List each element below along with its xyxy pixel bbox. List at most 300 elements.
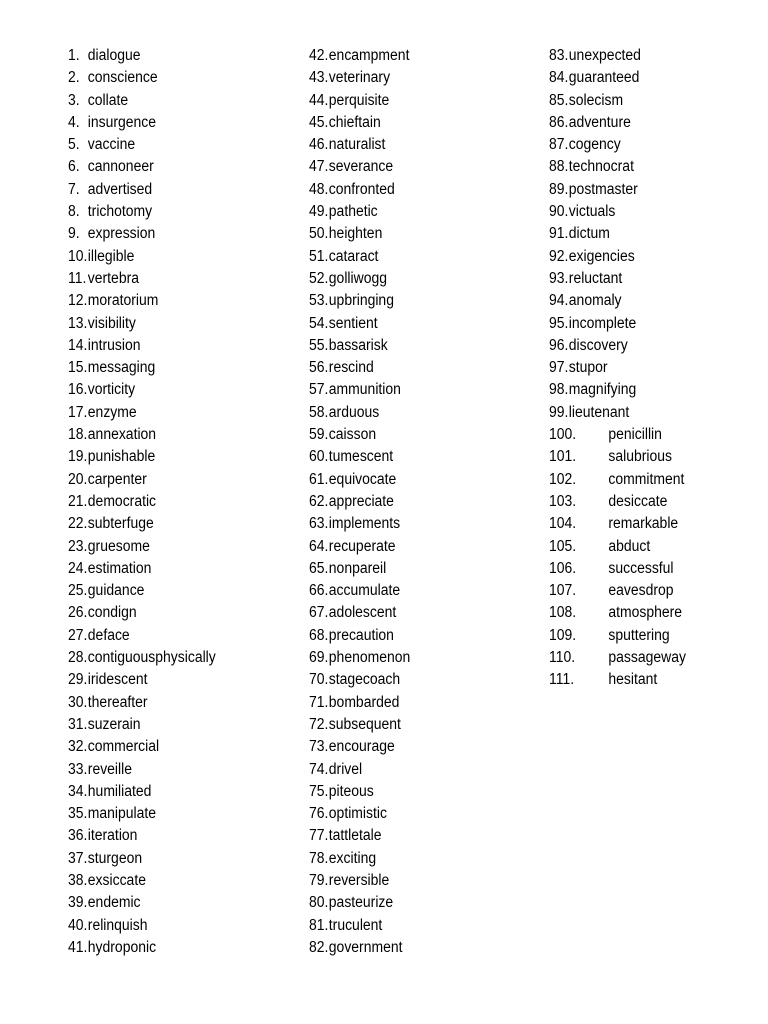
item-number: 28.: [68, 649, 88, 667]
item-word: sputtering: [608, 626, 670, 644]
word-list-item: [309, 602, 516, 624]
item-number: 77.: [309, 827, 329, 845]
item-word: penicillin: [608, 426, 662, 444]
item-word: dialogue: [87, 47, 141, 64]
word-list-item: [68, 580, 275, 602]
item-word: veterinary: [328, 69, 391, 87]
word-list-item: [68, 669, 275, 691]
item-number: 67.: [309, 604, 329, 622]
word-list-item: [68, 491, 275, 513]
item-word: confronted: [328, 180, 395, 198]
item-word: adolescent: [328, 604, 397, 622]
item-word: stagecoach: [328, 671, 401, 689]
item-word: abduct: [608, 537, 651, 555]
word-list-item: [68, 67, 275, 89]
word-list-item: [309, 892, 516, 914]
item-word: equivocate: [328, 470, 397, 488]
word-list-item: [549, 112, 738, 134]
item-number: 87.: [549, 136, 569, 154]
word-list-item: [68, 625, 275, 647]
item-number: 25.: [68, 582, 88, 600]
word-list-item: [68, 156, 275, 178]
word-list-item: [309, 558, 516, 580]
item-word: successful: [608, 559, 674, 577]
word-list-item: [549, 290, 738, 312]
item-number: 5.: [68, 136, 80, 154]
item-number: 10.: [68, 247, 88, 265]
item-number: 59.: [309, 426, 329, 444]
item-word: appreciate: [328, 492, 394, 510]
item-number: 15.: [68, 359, 88, 377]
item-word: deface: [87, 626, 130, 644]
word-list-item: [309, 446, 516, 468]
item-word: solecism: [568, 91, 624, 109]
word-list-item: [309, 179, 516, 201]
word-list-item: [309, 491, 516, 513]
item-number: 11.: [68, 269, 87, 287]
item-word: advertised: [87, 180, 153, 198]
item-word: messaging: [87, 359, 156, 377]
item-number: 49.: [309, 203, 329, 221]
word-list-item: [68, 268, 275, 290]
item-word: dictum: [568, 225, 610, 243]
word-list-item: [68, 870, 275, 892]
item-word: implements: [328, 515, 401, 533]
word-list-item: [68, 402, 275, 424]
word-list-item: [549, 90, 738, 112]
word-list-item: [68, 736, 275, 758]
item-word: subsequent: [328, 715, 401, 733]
item-word: manipulate: [87, 805, 157, 823]
word-list-item: [68, 201, 275, 223]
item-number: 84.: [549, 69, 569, 87]
word-list-item: [549, 45, 738, 67]
word-list-item: [68, 90, 275, 112]
item-word: truculent: [328, 916, 383, 934]
item-word: pathetic: [328, 203, 378, 221]
item-number: 1.: [68, 47, 80, 64]
item-word: desiccate: [608, 492, 668, 510]
item-number: 53.: [309, 292, 329, 310]
word-list-item: [68, 246, 275, 268]
item-word: tumescent: [328, 448, 394, 466]
item-number: 62.: [309, 492, 329, 510]
item-word: heighten: [328, 225, 383, 243]
word-list-item: [549, 536, 738, 558]
item-word: commercial: [87, 738, 160, 756]
item-number: 101.: [549, 448, 577, 466]
item-word: incomplete: [568, 314, 637, 332]
word-list-item: [68, 714, 275, 736]
word-list-item: [309, 201, 516, 223]
item-number: 86.: [549, 113, 569, 131]
item-word: eavesdrop: [608, 582, 674, 600]
word-list-item: [309, 112, 516, 134]
word-list-column-3: [549, 45, 759, 692]
word-list-item: [309, 134, 516, 156]
item-word: anomaly: [568, 292, 622, 310]
word-list-item: [309, 848, 516, 870]
item-number: 81.: [309, 916, 329, 934]
word-list-item: [68, 513, 275, 535]
item-word: sentient: [328, 314, 378, 332]
item-number: 91.: [549, 225, 569, 243]
item-number: 3.: [68, 91, 80, 109]
word-list-item: [309, 268, 516, 290]
item-word: tattletale: [328, 827, 382, 845]
word-list-item: [309, 290, 516, 312]
item-number: 78.: [309, 849, 329, 867]
item-word: sturgeon: [87, 849, 143, 867]
word-list-item: [309, 90, 516, 112]
item-number: 83.: [549, 47, 569, 64]
item-number: 43.: [309, 69, 329, 87]
item-number: 35.: [68, 805, 88, 823]
item-word: magnifying: [568, 381, 637, 399]
item-word: ammunition: [328, 381, 401, 399]
item-word: government: [328, 938, 403, 956]
item-number: 96.: [549, 336, 569, 354]
item-number: 13.: [68, 314, 88, 332]
item-number: 26.: [68, 604, 88, 622]
item-word: contiguousphysically: [87, 649, 216, 667]
item-word: technocrat: [568, 158, 634, 176]
word-list-item: [309, 424, 516, 446]
item-number: 57.: [309, 381, 329, 399]
item-number: 70.: [309, 671, 329, 689]
item-number: 74.: [309, 760, 329, 778]
item-number: 110.: [549, 649, 576, 667]
item-number: 76.: [309, 805, 329, 823]
item-word: humiliated: [87, 782, 152, 800]
item-number: 37.: [68, 849, 88, 867]
item-word: piteous: [328, 782, 374, 800]
item-word: expression: [87, 225, 156, 243]
word-list-column-1: [68, 45, 298, 959]
word-list-item: [549, 669, 738, 691]
word-list-item: [309, 870, 516, 892]
item-word: intrusion: [87, 336, 141, 354]
item-word: cogency: [568, 136, 621, 154]
item-number: 17.: [68, 403, 88, 421]
item-number: 75.: [309, 782, 329, 800]
item-number: 82.: [309, 938, 329, 956]
item-word: subterfuge: [87, 515, 154, 533]
word-list-item: [549, 201, 738, 223]
word-list-item: [549, 179, 738, 201]
item-number: 63.: [309, 515, 329, 533]
item-word: postmaster: [568, 180, 638, 198]
item-number: 103.: [549, 492, 577, 510]
item-number: 108.: [549, 604, 577, 622]
word-list-item: [549, 580, 738, 602]
item-number: 107.: [549, 582, 577, 600]
item-number: 98.: [549, 381, 569, 399]
item-word: golliwogg: [328, 269, 387, 287]
item-number: 19.: [68, 448, 88, 466]
item-number: 9.: [68, 225, 80, 243]
word-list-item: [68, 45, 275, 67]
item-number: 27.: [68, 626, 88, 644]
item-word: cataract: [328, 247, 379, 265]
item-number: 61.: [309, 470, 329, 488]
word-list-item: [309, 803, 516, 825]
word-list-item: [68, 781, 275, 803]
item-number: 38.: [68, 871, 88, 889]
item-word: suzerain: [87, 715, 141, 733]
item-word: caisson: [328, 426, 377, 444]
item-word: bassarisk: [328, 336, 388, 354]
item-number: 4.: [68, 113, 80, 131]
item-word: estimation: [87, 559, 152, 577]
item-number: 54.: [309, 314, 329, 332]
item-number: 44.: [309, 91, 329, 109]
item-number: 56.: [309, 359, 329, 377]
word-list-item: [549, 446, 738, 468]
item-number: 73.: [309, 738, 329, 756]
word-list-item: [68, 825, 275, 847]
item-number: 32.: [68, 738, 88, 756]
word-list-item: [549, 335, 738, 357]
item-number: 66.: [309, 582, 329, 600]
item-word: hesitant: [608, 671, 658, 689]
word-list-item: [309, 313, 516, 335]
word-list-item: [549, 313, 738, 335]
item-number: 79.: [309, 871, 329, 889]
word-list-item: [68, 134, 275, 156]
word-list-item: [309, 246, 516, 268]
item-word: rescind: [328, 359, 374, 377]
item-word: reveille: [87, 760, 132, 778]
item-word: exigencies: [568, 247, 635, 265]
item-word: phenomenon: [328, 649, 411, 667]
item-number: 109.: [549, 626, 577, 644]
word-list-item: [68, 379, 275, 401]
word-list-item: [549, 268, 738, 290]
word-list-item: [549, 67, 738, 89]
item-number: 51.: [309, 247, 329, 265]
word-list-item: [549, 223, 738, 245]
word-list-item: [309, 469, 516, 491]
item-number: 105.: [549, 537, 577, 555]
word-list-item: [309, 714, 516, 736]
item-number: 92.: [549, 247, 569, 265]
word-list-item: [68, 759, 275, 781]
item-word: exsiccate: [87, 871, 146, 889]
word-list-item: [549, 156, 738, 178]
item-word: commitment: [608, 470, 685, 488]
word-list-item: [68, 179, 275, 201]
item-number: 60.: [309, 448, 329, 466]
item-number: 90.: [549, 203, 569, 221]
item-number: 58.: [309, 403, 329, 421]
item-word: gruesome: [87, 537, 150, 555]
item-word: bombarded: [328, 693, 400, 711]
word-list-item: [68, 536, 275, 558]
word-list-item: [309, 647, 516, 669]
item-number: 12.: [68, 292, 88, 310]
word-list-item: [549, 558, 738, 580]
item-number: 85.: [549, 91, 569, 109]
item-number: 33.: [68, 760, 88, 778]
item-word: accumulate: [328, 582, 401, 600]
item-word: naturalist: [328, 136, 386, 154]
item-number: 6.: [68, 158, 80, 176]
word-list-item: [68, 937, 275, 959]
item-number: 41.: [68, 938, 88, 956]
item-number: 80.: [309, 894, 329, 912]
word-list-item: [309, 357, 516, 379]
word-list-item: [309, 156, 516, 178]
word-list-item: [309, 915, 516, 937]
item-word: illegible: [87, 247, 135, 265]
item-number: 21.: [68, 492, 88, 510]
word-list-item: [549, 513, 738, 535]
item-word: passageway: [608, 649, 686, 667]
item-word: endemic: [87, 894, 141, 912]
word-list-item: [309, 536, 516, 558]
word-list-item: [68, 313, 275, 335]
item-number: 88.: [549, 158, 569, 176]
word-list-item: [549, 625, 738, 647]
word-list-item: [309, 625, 516, 647]
word-list-item: [309, 669, 516, 691]
item-number: 8.: [68, 203, 80, 221]
item-number: 50.: [309, 225, 329, 243]
item-word: relinquish: [87, 916, 148, 934]
item-word: thereafter: [87, 693, 148, 711]
item-word: discovery: [568, 336, 628, 354]
word-list-item: [68, 446, 275, 468]
item-number: 100.: [549, 426, 577, 444]
item-number: 30.: [68, 693, 88, 711]
word-list-item: [549, 246, 738, 268]
item-word: nonpareil: [328, 559, 387, 577]
item-word: reluctant: [568, 269, 623, 287]
word-list-item: [68, 602, 275, 624]
item-number: 39.: [68, 894, 88, 912]
word-list-item: [309, 937, 516, 959]
item-number: 24.: [68, 559, 88, 577]
item-number: 18.: [68, 426, 88, 444]
word-list-item: [309, 513, 516, 535]
word-list-item: [68, 223, 275, 245]
item-word: visibility: [87, 314, 136, 332]
word-list-item: [309, 45, 516, 67]
item-word: arduous: [328, 403, 380, 421]
item-number: 40.: [68, 916, 88, 934]
word-list-item: [309, 379, 516, 401]
item-number: 45.: [309, 113, 329, 131]
word-list-item: [309, 580, 516, 602]
word-list-item: [309, 736, 516, 758]
item-word: drivel: [328, 760, 363, 778]
word-list-item: [549, 469, 738, 491]
item-number: 95.: [549, 314, 569, 332]
item-number: 47.: [309, 158, 329, 176]
item-word: remarkable: [608, 515, 679, 533]
word-list-item: [68, 558, 275, 580]
item-number: 55.: [309, 336, 329, 354]
word-list-item: [68, 112, 275, 134]
item-word: insurgence: [87, 113, 157, 131]
word-list-item: [68, 692, 275, 714]
item-number: 106.: [549, 559, 577, 577]
item-word: cannoneer: [87, 158, 154, 176]
item-number: 23.: [68, 537, 88, 555]
word-list-item: [549, 357, 738, 379]
item-word: iteration: [87, 827, 138, 845]
item-word: guidance: [87, 582, 145, 600]
item-word: collate: [87, 91, 129, 109]
word-list-item: [68, 803, 275, 825]
item-number: 22.: [68, 515, 88, 533]
word-list-item: [309, 335, 516, 357]
item-number: 34.: [68, 782, 88, 800]
item-word: unexpected: [568, 47, 641, 64]
word-list-item: [549, 602, 738, 624]
item-word: vaccine: [87, 136, 136, 154]
item-word: exciting: [328, 849, 377, 867]
item-number: 102.: [549, 470, 577, 488]
item-number: 93.: [549, 269, 569, 287]
item-word: moratorium: [87, 292, 159, 310]
item-number: 20.: [68, 470, 88, 488]
item-word: encourage: [328, 738, 395, 756]
item-number: 64.: [309, 537, 329, 555]
word-list-item: [309, 781, 516, 803]
word-list-item: [549, 424, 738, 446]
item-number: 36.: [68, 827, 88, 845]
item-word: upbringing: [328, 292, 394, 310]
item-word: stupor: [568, 359, 608, 377]
item-number: 111.: [549, 671, 575, 689]
item-word: recuperate: [328, 537, 396, 555]
item-number: 48.: [309, 180, 329, 198]
item-word: severance: [328, 158, 394, 176]
word-list-item: [549, 491, 738, 513]
word-list-item: [549, 402, 738, 424]
word-list-item: [309, 692, 516, 714]
item-word: iridescent: [87, 671, 148, 689]
item-number: 46.: [309, 136, 329, 154]
item-number: 16.: [68, 381, 88, 399]
item-word: conscience: [87, 69, 158, 87]
item-number: 68.: [309, 626, 329, 644]
word-list-item: [68, 290, 275, 312]
item-number: 97.: [549, 359, 569, 377]
item-word: trichotomy: [87, 203, 153, 221]
word-list-item: [68, 335, 275, 357]
word-list-item: [309, 759, 516, 781]
word-list-item: [309, 67, 516, 89]
word-list-column-2: [309, 45, 539, 959]
item-word: enzyme: [87, 403, 137, 421]
word-list-item: [309, 223, 516, 245]
item-number: 52.: [309, 269, 329, 287]
item-word: condign: [87, 604, 137, 622]
item-number: 65.: [309, 559, 329, 577]
word-list-item: [68, 848, 275, 870]
item-word: adventure: [568, 113, 631, 131]
item-number: 2.: [68, 69, 80, 87]
item-number: 69.: [309, 649, 329, 667]
item-word: democratic: [87, 492, 157, 510]
item-word: atmosphere: [608, 604, 683, 622]
word-list-item: [68, 469, 275, 491]
word-list-item: [68, 357, 275, 379]
item-word: vertebra: [87, 269, 139, 287]
